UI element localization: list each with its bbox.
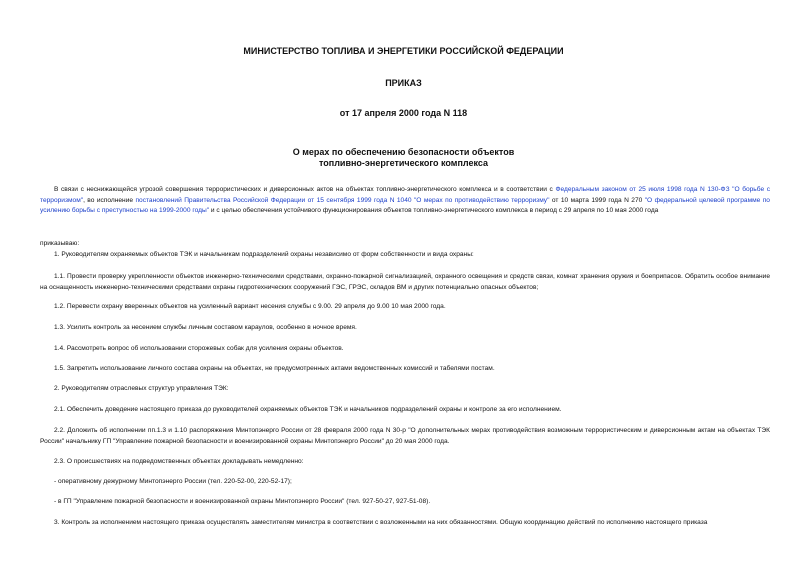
- title-line-2: топливно-энергетического комплекса: [318, 158, 489, 168]
- federal-program-link[interactable]: "О федеральной целевой программе по усилению борьбы с преступностью на 1999-2000 годы": [40, 196, 770, 214]
- item-2-3: 2.3. О происшествиях на подведомственных объектах докладывать немедленно:: [54, 458, 304, 465]
- federal-law-link[interactable]: Федеральным законом от 25 июля 1998 года N 130-ФЗ "О борьбе с терроризмом": [40, 186, 770, 204]
- ministry-heading: МИНИСТЕРСТВО ТОПЛИВА И ЭНЕРГЕТИКИ РОССИЙСКОЙ ФЕДЕРАЦИИ: [243, 46, 564, 56]
- item-2-1: 2.1. Обеспечить доведение настоящего приказа до руководителей охраняемых объектов ТЭК и начальников подразделений охраны и контроле за его исполнением.: [54, 406, 562, 413]
- date-number-heading: от 17 апреля 2000 года N 118: [339, 108, 468, 118]
- item-3: 3. Контроль за исполнением настоящего приказа осуществлять заместителям министра в соответствии с возложенными на них обязанностями. Общую координацию действий по исполнению настоящего приказа: [54, 519, 708, 526]
- item-1-1: 1.1. Провести проверку укрепленности объектов инженерно-техническими средствами, охранно-пожарной сигнализацией, охранного освещения и средств связи, комнат хранения оружия и боеприпасов. Обратить особое внимание на оснащенность инженерно-техническими средствами охраны гидротехнических сооружений ГЭС, ГРЭС, складов ВМ и других потенциально опасных объектов;: [40, 273, 770, 291]
- item-1-5: 1.5. Запретить использование личного состава охраны на объектах, не предусмотренных актами ведомственных комиссий и табелями постам.: [54, 365, 495, 372]
- intro-text-1: В связи с неснижающейся угрозой совершения террористических и диверсионных актов на объектах топливно-энергетического комплекса и в соответствии с: [54, 186, 556, 193]
- intro-text-2: , во исполнение: [83, 196, 136, 204]
- intro-text-4: и с целью обеспечения устойчивого функционирования объектов топливно-энергетического комплекса в период с 29 апреля по 10 мая 2000 года: [209, 207, 659, 214]
- order-word: приказываю:: [40, 240, 80, 247]
- item-1-3: 1.3. Усилить контроль за несением службы личным составом караулов, особенно в ночное время.: [54, 324, 357, 331]
- document-type-heading: ПРИКАЗ: [385, 78, 422, 88]
- item-1-4: 1.4. Рассмотреть вопрос об использовании сторожевых собак для усиления охраны объектов.: [54, 345, 344, 352]
- item-1-2: 1.2. Перевести охрану вверенных объектов на усиленный вариант несения службы с 9.00. 29 апреля до 9.00 10 мая 2000 года.: [54, 303, 446, 310]
- item-1: 1. Руководителям охраняемых объектов ТЭК и начальникам подразделений охраны независимо от форм собственности и вида охраны:: [54, 251, 474, 258]
- item-2-3-b: - в ГП "Управление пожарной безопасности и военизированной охраны Минтопэнерго России" (тел. 927-50-27, 927-51-08).: [54, 498, 431, 505]
- intro-paragraph: [40, 185, 770, 217]
- government-decree-link[interactable]: постановлений Правительства Российской Федерации от 15 сентября 1999 года N 1040 "О мерах по противодействию терроризму": [135, 196, 550, 204]
- item-2-2: 2.2. Доложить об исполнении пп.1.3 и 1.10 распоряжения Минтопэнерго России от 28 февраля 2000 года N 30-р "О дополнительных мерах противодействия возможным террористическим и диверсионным актам на объектах ТЭК России" начальнику ГП "Управление пожарной безопасности и военизированной охраны Минтопэнерго России" до 20 мая 2000 года.: [40, 427, 770, 445]
- item-2: 2. Руководителям отраслевых структур управления ТЭК:: [54, 385, 229, 392]
- item-2-3-a: - оперативному дежурному Минтопэнерго России (тел. 220-52-00, 220-52-17);: [54, 478, 292, 485]
- intro-text-3: от 10 марта 1999 года N 270: [549, 196, 645, 204]
- title-line-1: О мерах по обеспечению безопасности объектов: [292, 147, 515, 157]
